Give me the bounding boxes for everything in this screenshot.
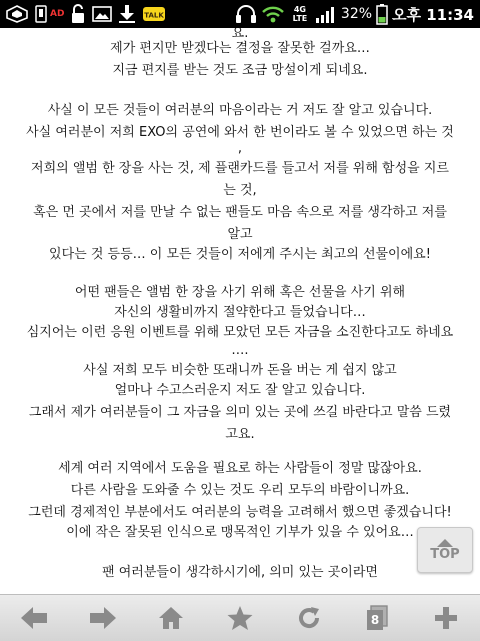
kakaotalk-badge-text: TALK — [144, 11, 165, 20]
signal-icon — [315, 4, 337, 24]
new-tab-button[interactable] — [418, 595, 474, 641]
tabs-icon — [365, 605, 389, 631]
article-line: 요. — [231, 28, 249, 41]
refresh-button[interactable] — [281, 595, 337, 641]
article-line: 알고 — [227, 227, 253, 242]
article-line: 자신의 생활비까지 절약한다고 들었습니다… — [114, 305, 366, 320]
article-line: 그런데 경제적인 부분에서도 여러분의 능력을 고려해서 했으면 좋겠습니다! — [28, 505, 452, 520]
article-line: 저희의 앨범 한 장을 사는 것, 제 플랜카드를 들고서 저를 위해 함성을 지르 — [31, 161, 449, 176]
article-line: 얼마나 수고스러운지 저도 잘 알고 있습니다. — [114, 383, 366, 398]
article-line: 있다는 것 등등… 이 모든 것들이 저에게 주시는 최고의 선물이에요! — [49, 247, 431, 262]
battery-percent: 32% — [340, 6, 373, 22]
article-line: 는 것, — [223, 183, 257, 198]
wifi-icon — [261, 4, 285, 24]
bookmark-button[interactable] — [212, 595, 268, 641]
article-line: 다른 사람을 도와줄 수 있는 것도 우리 모두의 바람이니까요. — [70, 483, 410, 498]
article-line: 고요. — [225, 427, 255, 442]
article-line: 팬 여러분들이 생각하시기에, 의미 있는 곳이라면 — [102, 565, 378, 580]
back-arrow-icon — [19, 605, 49, 631]
article-content — [0, 28, 480, 594]
kakaotalk-icon — [142, 5, 166, 23]
tab-count: 8 — [370, 613, 380, 627]
download-icon — [118, 4, 136, 24]
article-line: , — [237, 141, 243, 156]
image-icon — [92, 5, 112, 23]
browser-toolbar — [0, 594, 480, 641]
article-line: 어떤 팬들은 앨범 한 장을 사기 위해 혹은 선물을 사기 위해 — [74, 285, 406, 300]
scroll-to-top-button[interactable] — [417, 527, 473, 573]
plus-icon — [433, 605, 459, 631]
article-line: 사실 저희 모두 비슷한 또래니까 돈을 버는 게 쉽지 않고 — [83, 363, 397, 378]
forward-arrow-icon — [88, 605, 118, 631]
bookmark-star-icon — [226, 605, 254, 631]
article-line: 혹은 먼 곳에서 저를 만날 수 없는 팬들도 마음 속으로 저를 생각하고 저를 — [33, 205, 447, 220]
article-line: …. — [231, 343, 249, 358]
refresh-icon — [296, 605, 322, 631]
article-line: 제가 편지만 받겠다는 결정을 잘못한 걸까요… — [110, 41, 370, 56]
article-line: 그래서 제가 여러분들이 그 자금을 의미 있는 곳에 쓰길 바란다고 말씀 드렸 — [28, 405, 452, 420]
battery-icon — [376, 3, 388, 25]
tabs-button[interactable] — [349, 595, 405, 641]
article-line: 지금 편지를 받는 것도 조금 망설이게 되네요. — [112, 63, 368, 78]
back-button[interactable] — [6, 595, 62, 641]
forward-button[interactable] — [75, 595, 131, 641]
ad-badge-icon — [34, 5, 64, 23]
status-clock: 오후 11:34 — [392, 5, 474, 24]
article-line: 세계 여러 지역에서 도움을 필요로 하는 사람들이 정말 많잖아요. — [58, 461, 422, 476]
status-bar — [0, 0, 480, 28]
headset-icon — [235, 4, 257, 24]
article-line: 사실 여러분이 저희 EXO의 공연에 와서 한 번이라도 볼 수 있었으면 하는 것 — [26, 125, 454, 140]
scroll-to-top-label: TOP — [430, 547, 460, 562]
article-line: 사실 이 모든 것들이 여러분의 마음이라는 거 저도 잘 알고 있습니다. — [47, 103, 433, 118]
article-line: 심지어는 이런 응원 이벤트를 위해 모았던 모든 자금을 소진한다고도 하네요 — [26, 325, 454, 340]
home-button[interactable] — [143, 595, 199, 641]
network-type-label: 4G LTE — [292, 5, 308, 23]
exo-app-icon — [6, 5, 28, 23]
unlock-icon — [70, 4, 86, 24]
home-icon — [157, 605, 185, 631]
article-line: 이에 작은 잘못된 인식으로 맹목적인 기부가 있을 수 있어요… — [66, 525, 414, 540]
ad-badge-label: AD — [50, 9, 65, 19]
